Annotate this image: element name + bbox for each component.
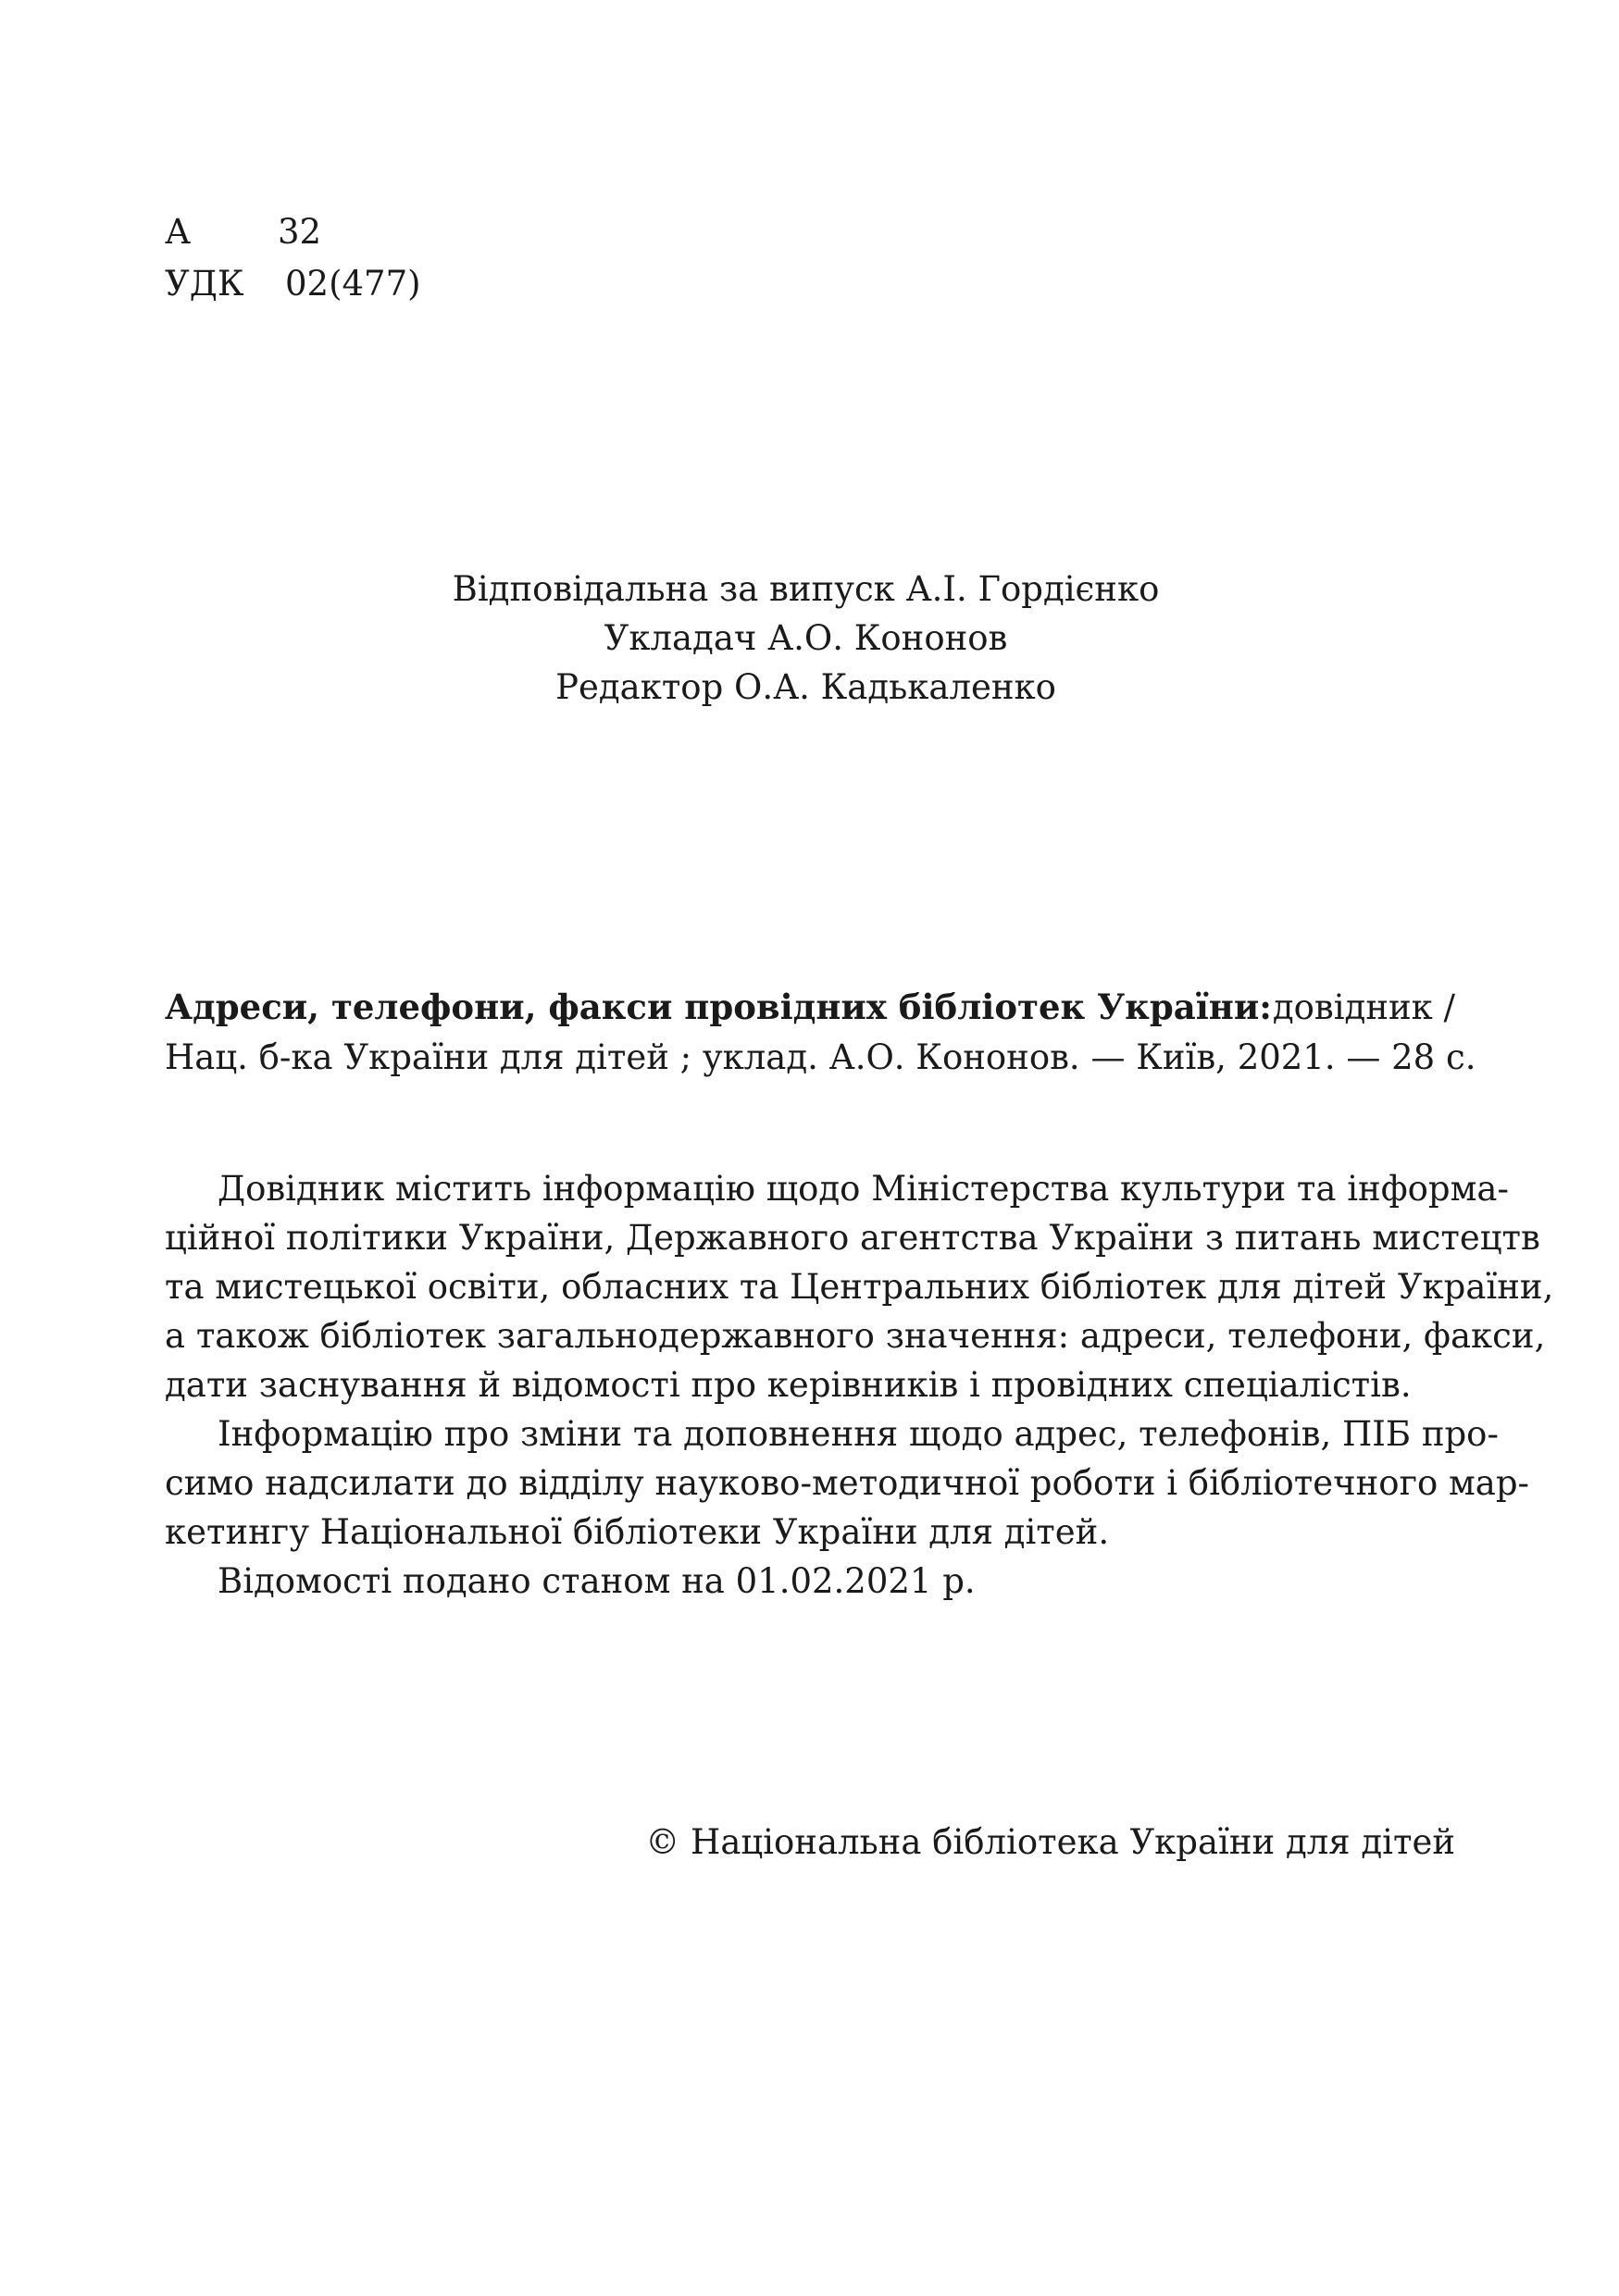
index-code-label: А bbox=[165, 212, 192, 252]
bibliographic-line-1 bbox=[165, 987, 1455, 1027]
udc-code-value: 02(477) bbox=[285, 264, 421, 304]
abstract-line: Довідник містить інформацію щодо Міністерства культури та інформа- bbox=[218, 1169, 1509, 1209]
abstract-line: симо надсилати до відділу науково-методичної роботи і бібліотечного мар- bbox=[165, 1463, 1530, 1503]
responsible-editor: Відповідальна за випуск А.І. Гордієнко bbox=[452, 569, 1160, 609]
abstract-line: Інформацію про зміни та доповнення щодо адрес, телефонів, ПІБ про- bbox=[218, 1414, 1499, 1454]
bibliographic-line-2: Нац. б-ка України для дітей ; уклад. А.О. Кононов. — Київ, 2021. — 28 с. bbox=[165, 1037, 1476, 1077]
abstract-line: та мистецької освіти, обласних та Центральних бібліотек для дітей України, bbox=[165, 1267, 1554, 1307]
book-title: Адреси, телефони, факси провідних бібліотек України: bbox=[165, 987, 1272, 1027]
abstract-line: ційної політики України, Державного агентства України з питань мистецтв bbox=[165, 1218, 1540, 1258]
book-type: довідник / bbox=[1272, 987, 1455, 1027]
copyright-notice: © Національна бібліотека України для дітей bbox=[645, 1822, 1455, 1862]
abstract-line: а також бібліотек загальнодержавного значення: адреси, телефони, факси, bbox=[165, 1316, 1546, 1356]
abstract-line: Відомості подано станом на 01.02.2021 р. bbox=[218, 1561, 976, 1601]
index-code-value: 32 bbox=[278, 212, 322, 252]
editor: Редактор О.А. Кадькаленко bbox=[555, 667, 1056, 707]
udc-code-label: УДК bbox=[165, 264, 244, 304]
abstract-line: дати заснування й відомості про керівників і провідних спеціалістів. bbox=[165, 1365, 1412, 1405]
compiler: Укладач А.О. Кононов bbox=[604, 618, 1008, 658]
abstract-line: кетингу Національної бібліотеки України для дітей. bbox=[165, 1512, 1110, 1552]
